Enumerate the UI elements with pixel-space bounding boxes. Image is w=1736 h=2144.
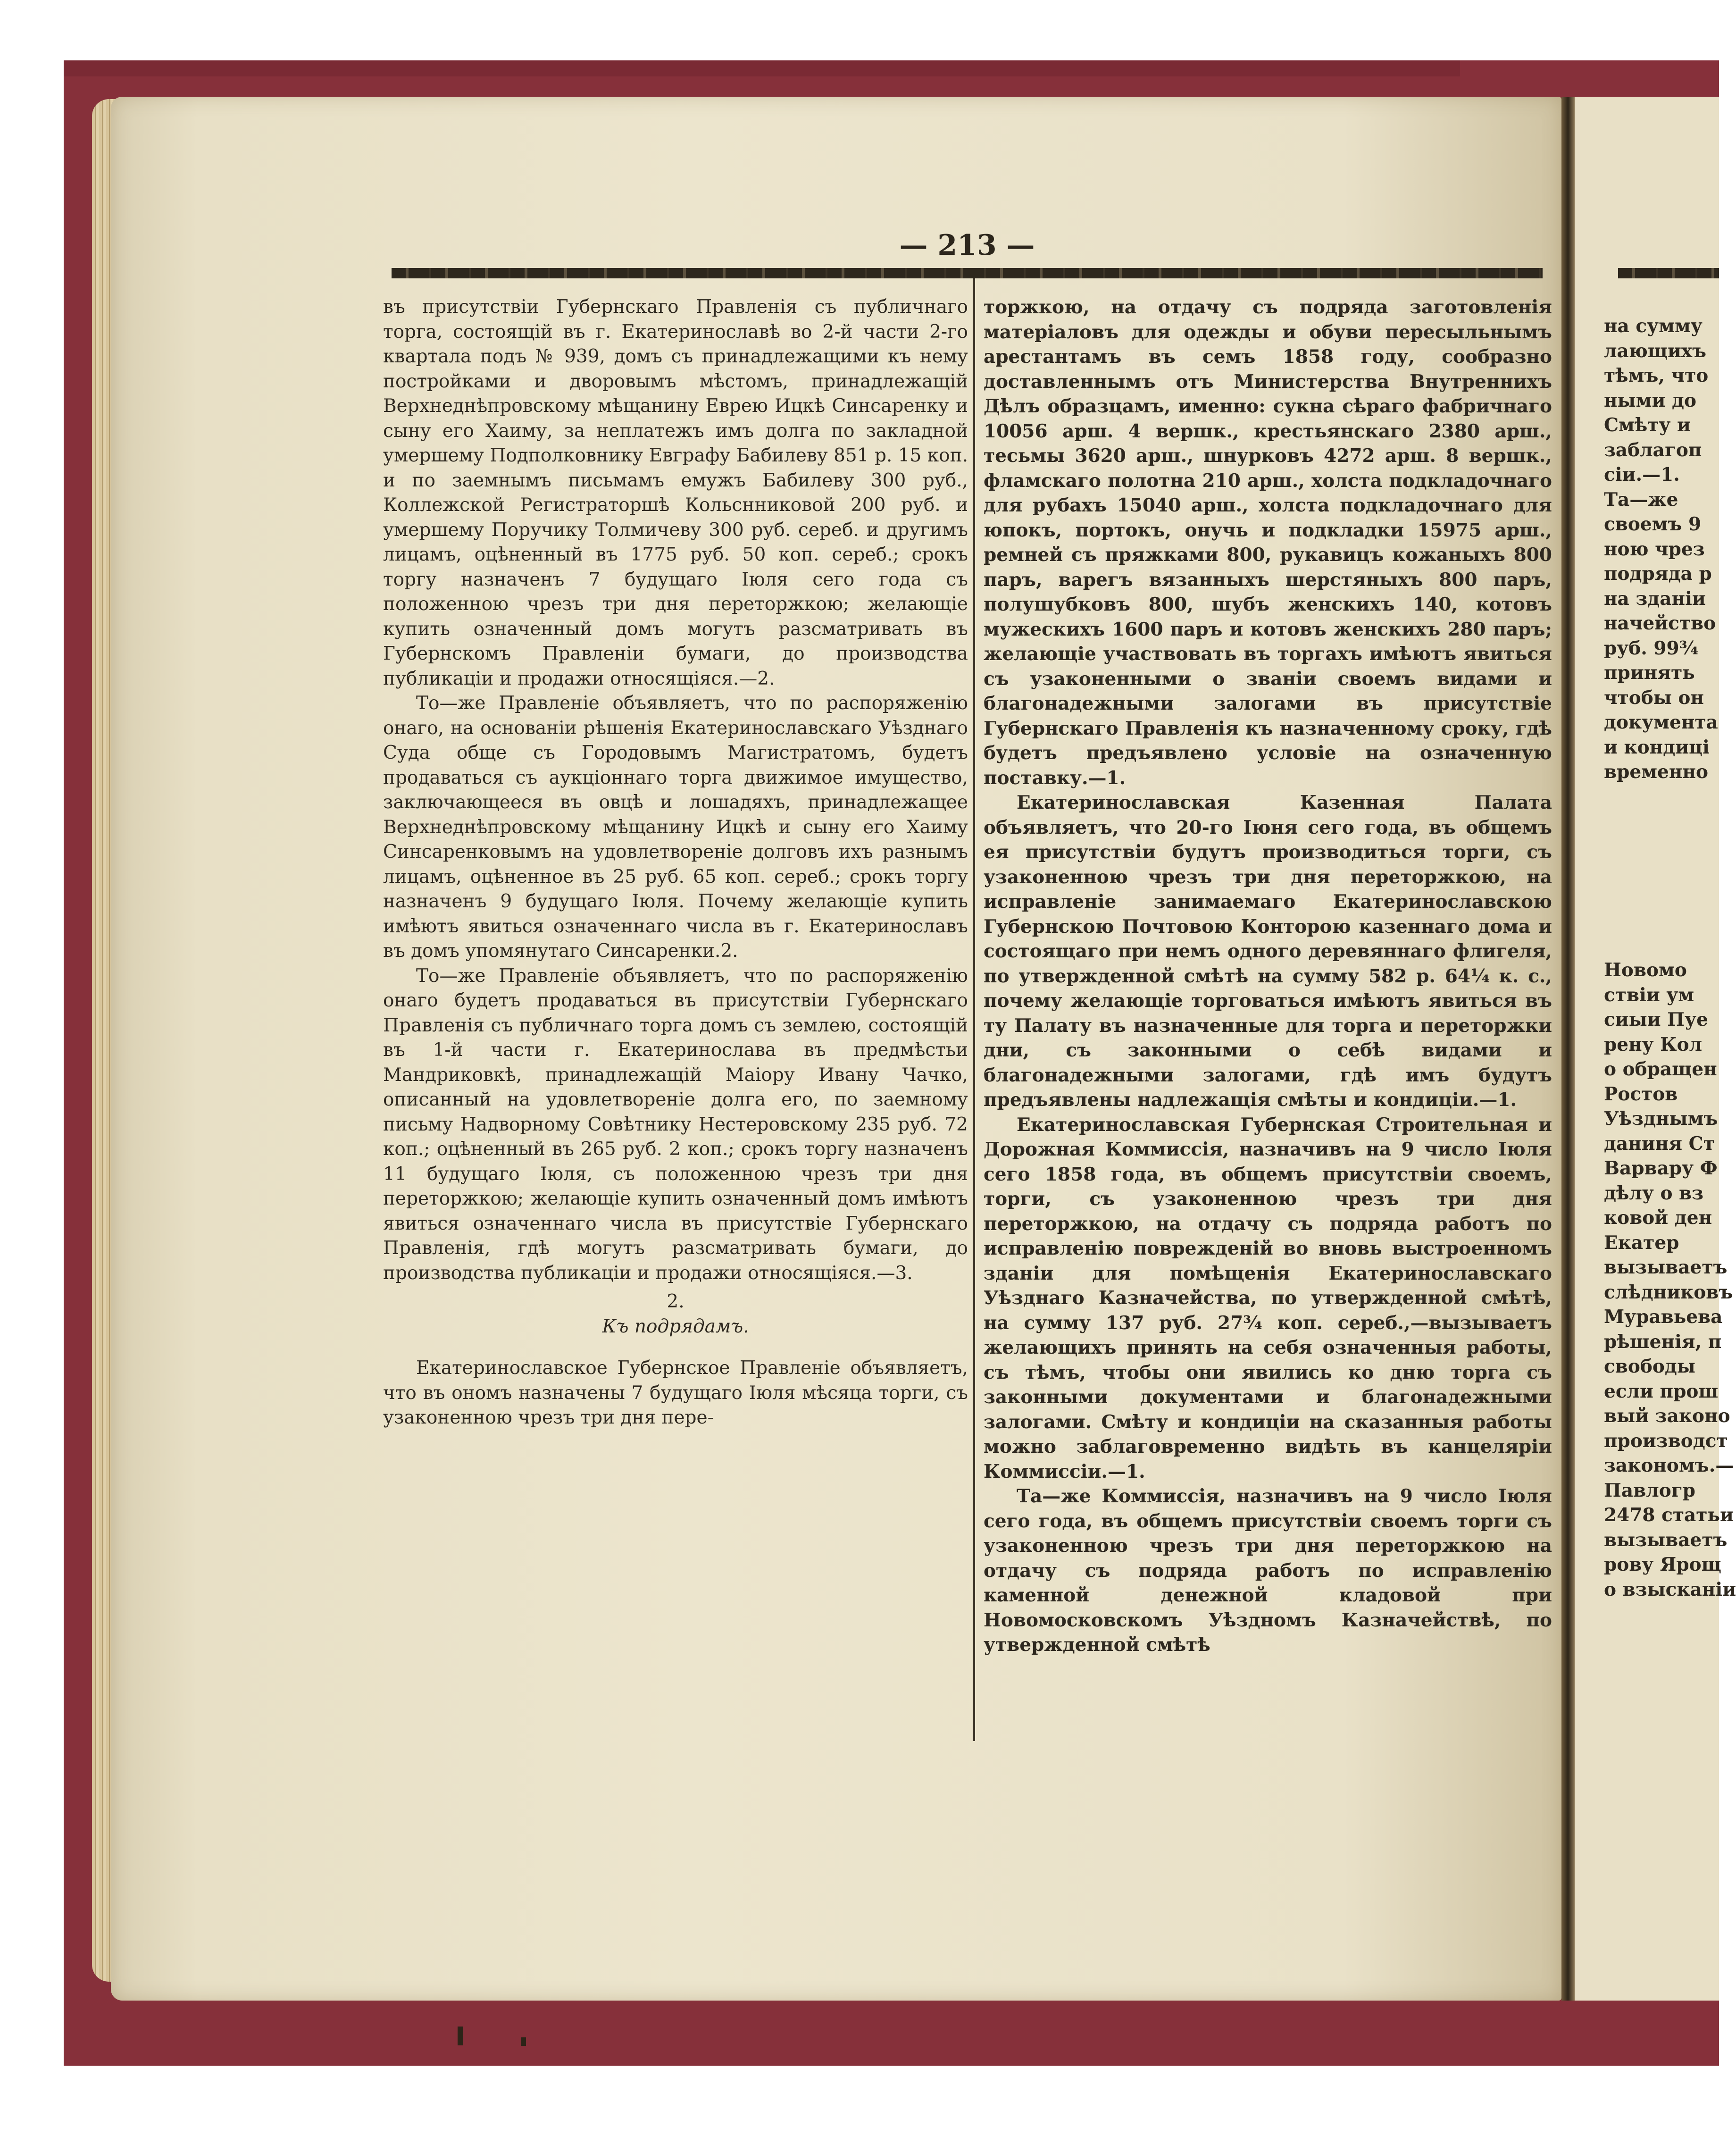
section-number: 2. (667, 1291, 684, 1312)
next-page-line: дѣлу о вз (1604, 1182, 1704, 1204)
next-page-line: начейство (1604, 612, 1716, 634)
next-page-line: производст (1604, 1430, 1728, 1452)
next-page-line: о взысканіи (1604, 1578, 1736, 1600)
next-page-line: сіи.—1. (1604, 464, 1680, 486)
next-page-line: Смѣту и (1604, 414, 1691, 436)
next-page-line (1604, 884, 1722, 909)
ink-mark (521, 2037, 526, 2046)
book-cover-top-edge (64, 60, 1460, 76)
next-page-line: 2478 статьи (1604, 1504, 1734, 1526)
next-page-line (1604, 785, 1722, 810)
next-page-line: руб. 99¾ (1604, 637, 1699, 659)
book-gutter (1561, 97, 1575, 2001)
next-page-line: Екатер (1604, 1231, 1679, 1254)
column-divider (973, 278, 975, 1741)
next-page-line: лающихъ (1604, 340, 1707, 362)
next-page-line: рову Ярощ (1604, 1554, 1721, 1575)
right-column (984, 295, 1552, 1658)
next-page-line: документа (1604, 712, 1718, 733)
next-page-line: чтобы он (1604, 687, 1704, 709)
next-page-line: Варвару Ф (1604, 1157, 1718, 1179)
notice-paragraph: Та—же Коммиссія, назначивъ на 9 число Іюля сего года, въ общемъ присутствіи своемъ торги съ узаконенною чрезъ три дня переторжкою на отдачу съ подряда работъ по исправленію каменной денежной кладовой при Новомосковскомъ Уѣздномъ Казначействѣ, по утвержденной смѣтѣ (984, 1485, 1552, 1656)
next-page-line (1604, 859, 1722, 884)
next-page-line: временно (1604, 761, 1708, 783)
next-page-line: подряда р (1604, 563, 1712, 585)
next-page-line (1604, 834, 1722, 859)
next-page-line: сиыи Пуе (1604, 1009, 1708, 1030)
next-page-line: своемъ 9 (1604, 513, 1702, 535)
next-page-line: ными до (1604, 389, 1697, 411)
next-page-line: заблагоп (1604, 439, 1702, 461)
next-page-line: Новомо (1604, 959, 1687, 981)
next-page-line: вызываетъ (1604, 1256, 1728, 1278)
notice-paragraph: торжкою, на отдачу съ подряда заготовленія матеріаловъ для одежды и обуви пересыльнымъ арестантамъ въ семъ 1858 году, сообразно доставленнымъ отъ Министерства Внутреннихъ Дѣлъ образцамъ, именно: сукна сѣраго фабричнаго 10056 арш. 4 вершк., крестьянскаго 2380 арш., тесьмы 3620 арш., шнурковъ 4272 арш. 8 вершк., фламскаго полотна 210 арш., холста подкладочнаго для рубахъ 15040 арш., холста подкладочнаго для юпокъ, портокъ, онучь и подкладки 15975 арш., ремней съ пряжками 800, рукавицъ кожаныхъ 800 паръ, варегъ вязанныхъ шерстяныхъ 800 паръ, полушубковъ 800, шубъ женскихъ 140, котовъ мужескихъ 1600 паръ и котовъ женскихъ 280 паръ; желающіе участвовать въ торгахъ имѣютъ явиться съ узаконенными о званіи своемъ видами и благонадежными залогами въ присутствіе Губернскаго Правленія къ назначенному сроку, гдѣ будетъ предъявлено условіе на означенную поставку.—1. (984, 296, 1552, 789)
next-page-line: и кондиці (1604, 736, 1710, 758)
notice-paragraph: Екатеринославская Казенная Палата объявляетъ, что 20-го Іюня сего года, въ общемъ ея присутствіи будутъ производиться торги, съ узаконенною чрезъ три дня переторжкою, на исправленіе занимаемаго Екатеринославскою Губернскою Почтовою Конторою казеннаго дома и состоящаго при немъ одного деревяннаго флигеля, по утвержденной смѣтѣ на сумму 582 р. 64¼ к. с., почему желающіе торговаться имѣютъ явиться въ ту Палату въ назначенные для торга и переторжки дни, съ законными о себѣ видами и благонадежными залогами, гдѣ имъ будутъ предъявлены надлежащія смѣты и кондиціи.—1. (984, 792, 1552, 1111)
next-page-line: слѣдниковъ (1604, 1281, 1733, 1303)
next-page-line: на сумму (1604, 315, 1703, 337)
next-page-line: вый законо (1604, 1405, 1730, 1427)
notice-paragraph: То—же Правленіе объявляетъ, что по распоряженію онаго, на основаніи рѣшенія Екатеринославскаго Уѣзднаго Суда обще съ Городовымъ Магистратомъ, будетъ продаваться съ аукціоннаго торга движимое имущество, заключающееся въ овцѣ и лошадяхъ, принадлежащее Верхнеднѣпровскому мѣщанину Ицкѣ и сыну его Хаиму Синсаренковымъ на удовлетвореніе долговъ ихъ разнымъ лицамъ, оцѣненное въ 25 руб. 65 коп. сереб.; срокъ торгу назначенъ 9 будущаго Іюля. Почему желающіе купить имѣютъ явиться означеннаго числа въ г. Екатеринославъ въ домъ упомянутаго Синсаренки.2. (383, 693, 968, 962)
next-page-line: ною чрез (1604, 538, 1705, 560)
section-title: Къ подрядамъ. (602, 1315, 749, 1337)
next-page-line: вызываетъ (1604, 1529, 1728, 1551)
next-page-line: даниня Ст (1604, 1132, 1715, 1155)
next-page-line: рѣшенія, п (1604, 1331, 1722, 1353)
next-page-line: Павлогр (1604, 1479, 1695, 1501)
next-page-line: Уѣзднымъ (1604, 1108, 1718, 1130)
next-page-line: Та—же (1604, 488, 1678, 511)
notice-paragraph: То—же Правленіе объявляетъ, что по распоряженію онаго будетъ продаваться въ присутствіи Губернскаго Правленія съ публичнаго торга домъ съ землею, состоящій въ 1-й части г. Екатеринослава въ предмѣстьи Мандриковкѣ, принадлежащій Маіору Ивану Чачко, описанный на удовлетвореніе долга его, по заемному письму Надворному Совѣтнику Нестеровскому 235 руб. 72 коп.; оцѣненный въ 265 руб. 2 коп.; срокъ торгу назначенъ 11 будущаго Іюля, съ положенною чрезъ три дня переторжкою; желающіе купить означенный домъ имѣютъ явиться означеннаго числа въ присутствіе Губернскаго Правленія, гдѣ могутъ разсматривать бумаги, до производства публикаціи и продажи относящіяся.—3. (383, 965, 968, 1284)
page-number: — 213 — (899, 229, 1035, 262)
next-page-line: Муравьева (1604, 1306, 1723, 1328)
left-column (383, 295, 968, 1431)
next-page-line: закономъ.— (1604, 1455, 1734, 1476)
next-page-line: принять (1604, 662, 1695, 684)
next-page-line: рену Кол (1604, 1033, 1703, 1055)
next-page-line: свободы (1604, 1356, 1695, 1377)
next-page-line: тѣмъ, что (1604, 365, 1709, 386)
next-page-text (1604, 314, 1736, 1602)
next-page-line (1604, 809, 1722, 834)
next-page-header-rule (1618, 268, 1719, 278)
ink-mark (458, 2027, 463, 2045)
next-page-line: на зданіи (1604, 587, 1706, 610)
notice-paragraph: въ присутствіи Губернскаго Правленія съ публичнаго торга, состоящій въ г. Екатеринославѣ во 2-й части 2-го квартала подъ № 939, домъ съ принадлежащими къ нему постройками и дворовымъ мѣстомъ, принадлежащій Верхнеднѣпровскому мѣщанину Еврею Ицкѣ Синсаренку и сыну его Хаиму, за неплатежъ имъ долга по закладной умершему Подполковнику Евграфу Бабилеву 851 р. 15 коп. и по заемнымъ письмамъ емужъ Бабилеву 300 руб., Коллежской Регистраторшѣ Кольснниковой 200 руб. и умершему Поручику Толмичеву 300 руб. сереб. и другимъ лицамъ, оцѣненный въ 1775 руб. 50 коп. сереб.; срокъ торгу назначенъ 7 будущаго Іюля сего года съ положенною чрезъ три дня переторжкою; желающіе купить означенный домъ могутъ разсматривать въ Губернскомъ Правленіи бумаги, до производства публикаціи и продажи относящіяся.—2. (383, 296, 968, 689)
notice-paragraph: Екатеринославская Губернская Строительная и Дорожная Коммиссія, назначивъ на 9 число Іюля сего 1858 года, въ общемъ присутствіи своемъ, торги, съ узаконенною чрезъ три дня переторжкою, на отдачу съ подряда работъ по исправленію поврежденій во вновь выстроенномъ зданіи для помѣщенія Екатеринославскаго Уѣзднаго Казначейства, по утвержденной смѣтѣ, на сумму 137 руб. 27¾ коп. сереб.,—вызываетъ желающихъ принять на себя означенныя работы, съ тѣмъ, чтобы они явились ко дню торга съ законными документами и благонадежными залогами. Смѣту и кондиціи на сказанныя работы можно заблаговременно видѣть въ канцеляріи Коммиссіи.—1. (984, 1114, 1552, 1482)
next-page-line: ствіи ум (1604, 984, 1694, 1006)
next-page-line: о обращен (1604, 1058, 1717, 1080)
next-page-line: ковой ден (1604, 1207, 1712, 1229)
next-page-line (1604, 908, 1722, 933)
notice-paragraph: Екатеринославское Губернское Правленіе объявляетъ, что въ ономъ назначены 7 будущаго Іюля мѣсяца торги, съ узаконенною чрезъ три дня пере- (383, 1357, 968, 1428)
next-page-line: Ростов (1604, 1083, 1678, 1105)
header-rule (392, 268, 1543, 278)
next-page-line (1604, 933, 1722, 958)
next-page-line: если прош (1604, 1380, 1719, 1402)
